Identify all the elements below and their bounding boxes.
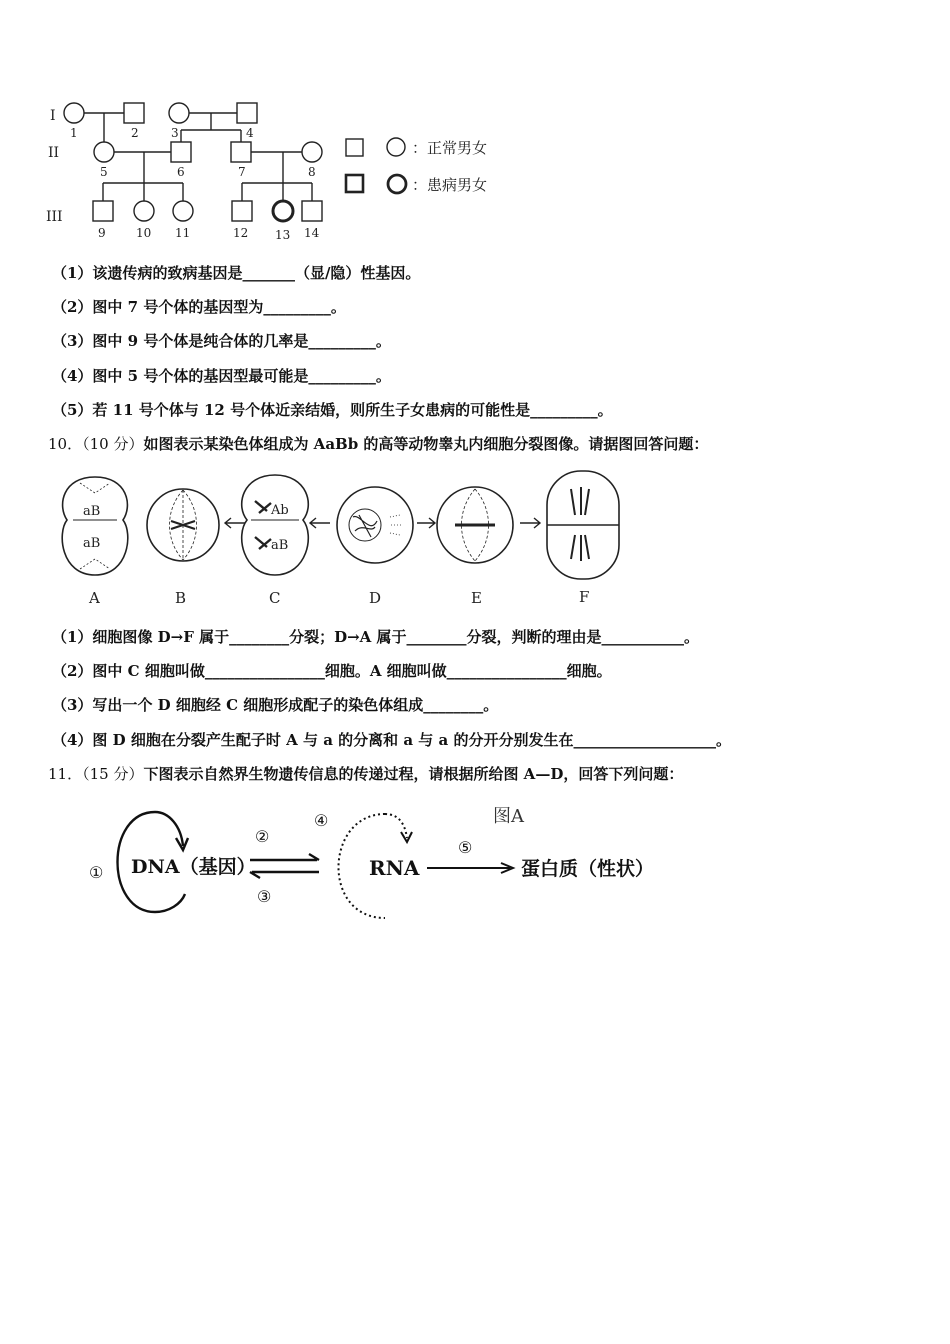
individual-label: 10 xyxy=(136,226,152,240)
legend-normal-label: ：正常男女 xyxy=(412,139,488,157)
cell-C-gene-bottom: aB xyxy=(271,538,289,553)
q10-item-3: （3）写出一个 D 细胞经 C 细胞形成配子的染色体组成________。 xyxy=(52,696,499,714)
generation-label: II xyxy=(48,145,60,161)
q11-header xyxy=(48,763,683,784)
dna-label: DNA（基因） xyxy=(131,856,256,878)
individual-label: 1 xyxy=(70,126,78,140)
individual-label: 7 xyxy=(238,165,246,179)
individual-label: 4 xyxy=(246,126,254,140)
q10-item-1: （1）细胞图像 D→F 属于________分裂；D→A 属于________分裂，判断的理由是___________。 xyxy=(52,628,700,646)
cell-F xyxy=(547,471,619,579)
q11-number: 11． xyxy=(48,765,83,783)
q10-header xyxy=(48,433,708,454)
q10-item-4: （4）图 D 细胞在分裂产生配子时 A 与 a 的分离和 a 与 a 的分开分别发生在___________________。 xyxy=(52,731,731,749)
cell-A-gene-bottom: aB xyxy=(83,536,101,551)
q11-stem: 下图表示自然界生物遗传信息的传递过程，请根据所给图 A—D，回答下列问题： xyxy=(143,765,684,783)
cell-C xyxy=(242,475,309,575)
cell-B xyxy=(147,489,219,561)
individual-label: 6 xyxy=(177,165,185,179)
q10-score: （10 分） xyxy=(82,435,144,453)
individual-12 xyxy=(232,201,252,221)
step-5: ⑤ xyxy=(458,838,473,857)
step-2: ② xyxy=(255,827,270,846)
cell-label-B: B xyxy=(175,589,187,607)
step-1: ① xyxy=(89,863,104,882)
legend-affected-male xyxy=(346,175,363,192)
q10-number: 10． xyxy=(48,435,83,453)
individual-label: 13 xyxy=(275,228,291,242)
individual-2 xyxy=(124,103,144,123)
q9-item-4: （4）图中 5 号个体的基因型最可能是_________。 xyxy=(52,367,391,385)
cell-division-figure xyxy=(45,465,635,610)
generation-label: I xyxy=(50,108,56,124)
individual-8 xyxy=(302,142,322,162)
legend-normal-female xyxy=(387,138,405,156)
individual-label: 3 xyxy=(171,126,179,140)
individual-label: 12 xyxy=(233,226,249,240)
q11-score: （15 分） xyxy=(82,765,144,783)
individual-5 xyxy=(94,142,114,162)
q9-item-3: （3）图中 9 号个体是纯合体的几率是_________。 xyxy=(52,332,391,350)
individual-6 xyxy=(171,142,191,162)
individual-9 xyxy=(93,201,113,221)
individual-3 xyxy=(169,103,189,123)
central-dogma-figure xyxy=(85,798,685,928)
individual-label: 14 xyxy=(304,226,320,240)
individual-1 xyxy=(64,103,84,123)
q10-stem: 如图表示某染色体组成为 AaBb 的高等动物睾丸内细胞分裂图像。请据图回答问题： xyxy=(143,435,709,453)
q9-item-2: （2）图中 7 号个体的基因型为_________。 xyxy=(52,298,346,316)
individual-label: 9 xyxy=(98,226,106,240)
q9-item-5: （5）若 11 号个体与 12 号个体近亲结婚，则所生子女患病的可能性是_________。 xyxy=(52,401,613,419)
cell-label-F: F xyxy=(579,588,590,606)
individual-4 xyxy=(237,103,257,123)
individual-label: 2 xyxy=(131,126,139,140)
individual-11 xyxy=(173,201,193,221)
q9-item-1: （1）该遗传病的致病基因是_______（显/隐）性基因。 xyxy=(52,264,421,282)
protein-label: 蛋白质（性状） xyxy=(521,858,655,880)
cell-A xyxy=(62,477,128,575)
cell-C-gene-top: Ab xyxy=(271,503,289,518)
step-3: ③ xyxy=(257,887,272,906)
individual-14 xyxy=(302,201,322,221)
cell-A-gene-top: aB xyxy=(83,504,101,519)
individual-13 xyxy=(273,201,293,221)
pedigree-figure xyxy=(40,95,520,245)
cell-D xyxy=(337,487,413,563)
individual-10 xyxy=(134,201,154,221)
legend-affected-female xyxy=(388,175,406,193)
cell-label-E: E xyxy=(471,589,482,607)
rna-label: RNA xyxy=(369,856,420,880)
cell-label-D: D xyxy=(369,589,382,607)
cell-E xyxy=(437,487,513,563)
cell-label-A: A xyxy=(89,589,100,607)
generation-label: III xyxy=(46,209,63,225)
legend-normal-male xyxy=(346,139,363,156)
individual-label: 5 xyxy=(100,165,108,179)
figure-title: 图A xyxy=(493,806,524,827)
legend-affected-label: ：患病男女 xyxy=(412,176,488,194)
cell-label-C: C xyxy=(269,589,281,607)
individual-label: 8 xyxy=(308,165,316,179)
q10-item-2: （2）图中 C 细胞叫做________________细胞。A 细胞叫做________________细胞。 xyxy=(52,662,612,680)
individual-7 xyxy=(231,142,251,162)
step-4: ④ xyxy=(314,811,329,830)
individual-label: 11 xyxy=(175,226,191,240)
